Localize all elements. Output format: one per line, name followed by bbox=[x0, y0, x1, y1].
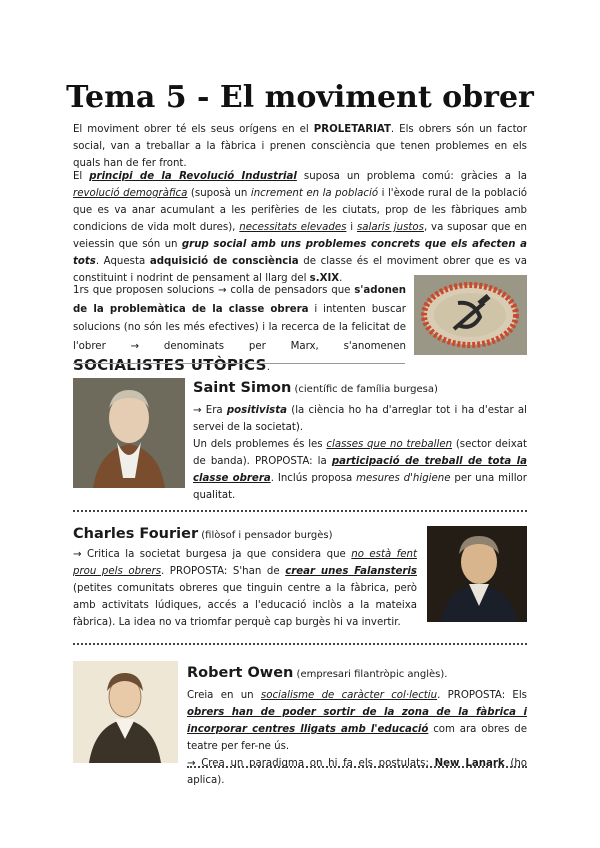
fourier-text: → Critica la societat burgesa ja que considera que no està fent prou pels obrers. PROPOSTA: S'han de crear unes Falansteris (petites comunitats obreres que tinguin centre a la fàbrica, però amb activitats lúdiques, accés a l'educació inclòs a la mateixa fàbrica). La idea no va triomfar perquè cap burgès hi va invertir. bbox=[73, 549, 417, 628]
dotted-divider bbox=[73, 510, 527, 512]
fourier-heading: Charles Fourier (filòsof i pensador burgès) bbox=[73, 526, 333, 542]
charles-fourier-portrait bbox=[427, 526, 527, 622]
revolution-paragraph: El principi de la Revolució Industrial suposa un problema comú: gràcies a la revolució demogràfica (suposà un increment en la població i l'èxode rural de la població que es va anar acumulant a les perifèries de les ciutats, prop de les fàbriques amb condicions de vida molt dures), necessitats elevades i salaris justos, va suposar que en veiessin que són un grup social amb uns problemes concrets que els afecten a tots. Aquesta adquisició de consciència de classe és el moviment obrer que es va constituint i nodrint de pensament al llarg del s.XIX. bbox=[73, 171, 528, 284]
section-divider bbox=[73, 363, 405, 364]
dotted-divider bbox=[187, 766, 527, 768]
owen-heading: Robert Owen (empresari filantròpic anglès). bbox=[187, 665, 448, 681]
saint-simon-heading: Saint Simon (científic de família burgesa) bbox=[193, 380, 438, 396]
proletariat-term: PROLETARIAT bbox=[313, 124, 391, 135]
socialistes-utopics-term: SOCIALISTES UTÒPICS bbox=[73, 356, 267, 374]
grup-social-term: grup social amb uns problemes concrets que els afecten a tots bbox=[73, 239, 527, 267]
owen-text: Creia en un socialisme de caràcter col·lectiu. PROPOSTA: Els obrers han de poder sortir de la zona de la fàbrica i incorporar centres lligats amb l'educació com ara obres de teatre per fer-ne ús. → Crea un paradigma on hi fa els postulats: New Lanark (ho aplica). bbox=[187, 690, 528, 786]
saint-simon-portrait bbox=[73, 378, 185, 488]
intro-paragraph: El moviment obrer té els seus orígens en el PROLETARIAT. Els obrers són un factor social, van a treballar a la fàbrica i prenen consciència que tenen problemes en els quals han de fer front. bbox=[73, 124, 527, 169]
hammer-sickle-image bbox=[414, 275, 527, 355]
saint-simon-text: → Era positivista (la ciència ho ha d'arreglar tot i ha d'estar al servei de la societat). Un dels problemes és les classes que no treballen (sector deixat de banda). PROPOSTA: la participació de treball de tota la classe obrera. Inclús proposa mesures d'higiene per una millor qualitat. bbox=[193, 405, 528, 501]
robert-owen-portrait bbox=[73, 661, 178, 763]
dotted-divider bbox=[73, 643, 527, 645]
utopian-paragraph: 1rs que proposen solucions → colla de pensadors que s'adonen de la problemàtica de la classe obrera i intenten buscar solucions (no són les més efectives) i la recerca de la felicitat de l'obrer → denominats per Marx, s'anomenen SOCIALISTES UTÒPICS. bbox=[73, 285, 406, 374]
page-title: Tema 5 - El moviment obrer bbox=[66, 80, 534, 115]
principi-term: principi de la Revolució Industrial bbox=[89, 171, 297, 182]
